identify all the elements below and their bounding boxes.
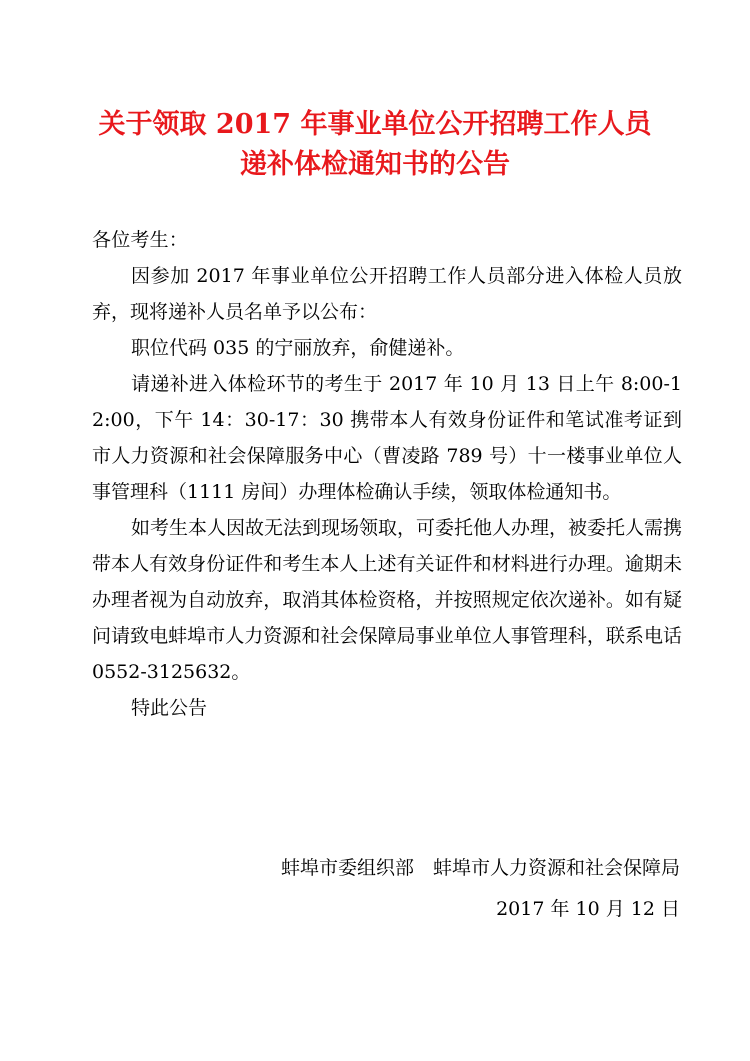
announcement-body: [92, 258, 682, 726]
paragraph-2: 职位代码 035 的宁丽放弃，俞健递补。: [131, 337, 465, 359]
paragraph-1: 因参加 2017 年事业单位公开招聘工作人员部分进入体检人员放弃，现将递补人员名单予以公布：: [92, 265, 682, 323]
paragraph-5: 特此公告: [131, 697, 208, 719]
title-line-2: 递补体检通知书的公告: [240, 149, 510, 180]
signature-date: 2017 年 10 月 12 日: [496, 898, 680, 920]
signature-organizations: 蚌埠市委组织部 蚌埠市人力资源和社会保障局: [280, 857, 680, 879]
salutation: 各位考生：: [92, 229, 189, 251]
paragraph-3: 请递补进入体检环节的考生于 2017 年 10 月 13 日上午 8:00-12:00，下午 14：30-17：30 携带本人有效身份证件和笔试准考证到市人力资源和社会保障服务中心（曹凌路 789 号）十一楼事业单位人事管理科（1111 房间）办理体检确认手续，领取体检通知书。: [92, 373, 682, 503]
paragraph-4: 如考生本人因故无法到现场领取，可委托他人办理，被委托人需携带本人有效身份证件和考生本人上述有关证件和材料进行办理。逾期未办理者视为自动放弃，取消其体检资格，并按照规定依次递补。如有疑问请致电蚌埠市人力资源和社会保障局事业单位人事管理科，联系电话 0552-3125632。: [92, 517, 683, 683]
title-line-1: 关于领取 2017 年事业单位公开招聘工作人员: [98, 109, 652, 140]
